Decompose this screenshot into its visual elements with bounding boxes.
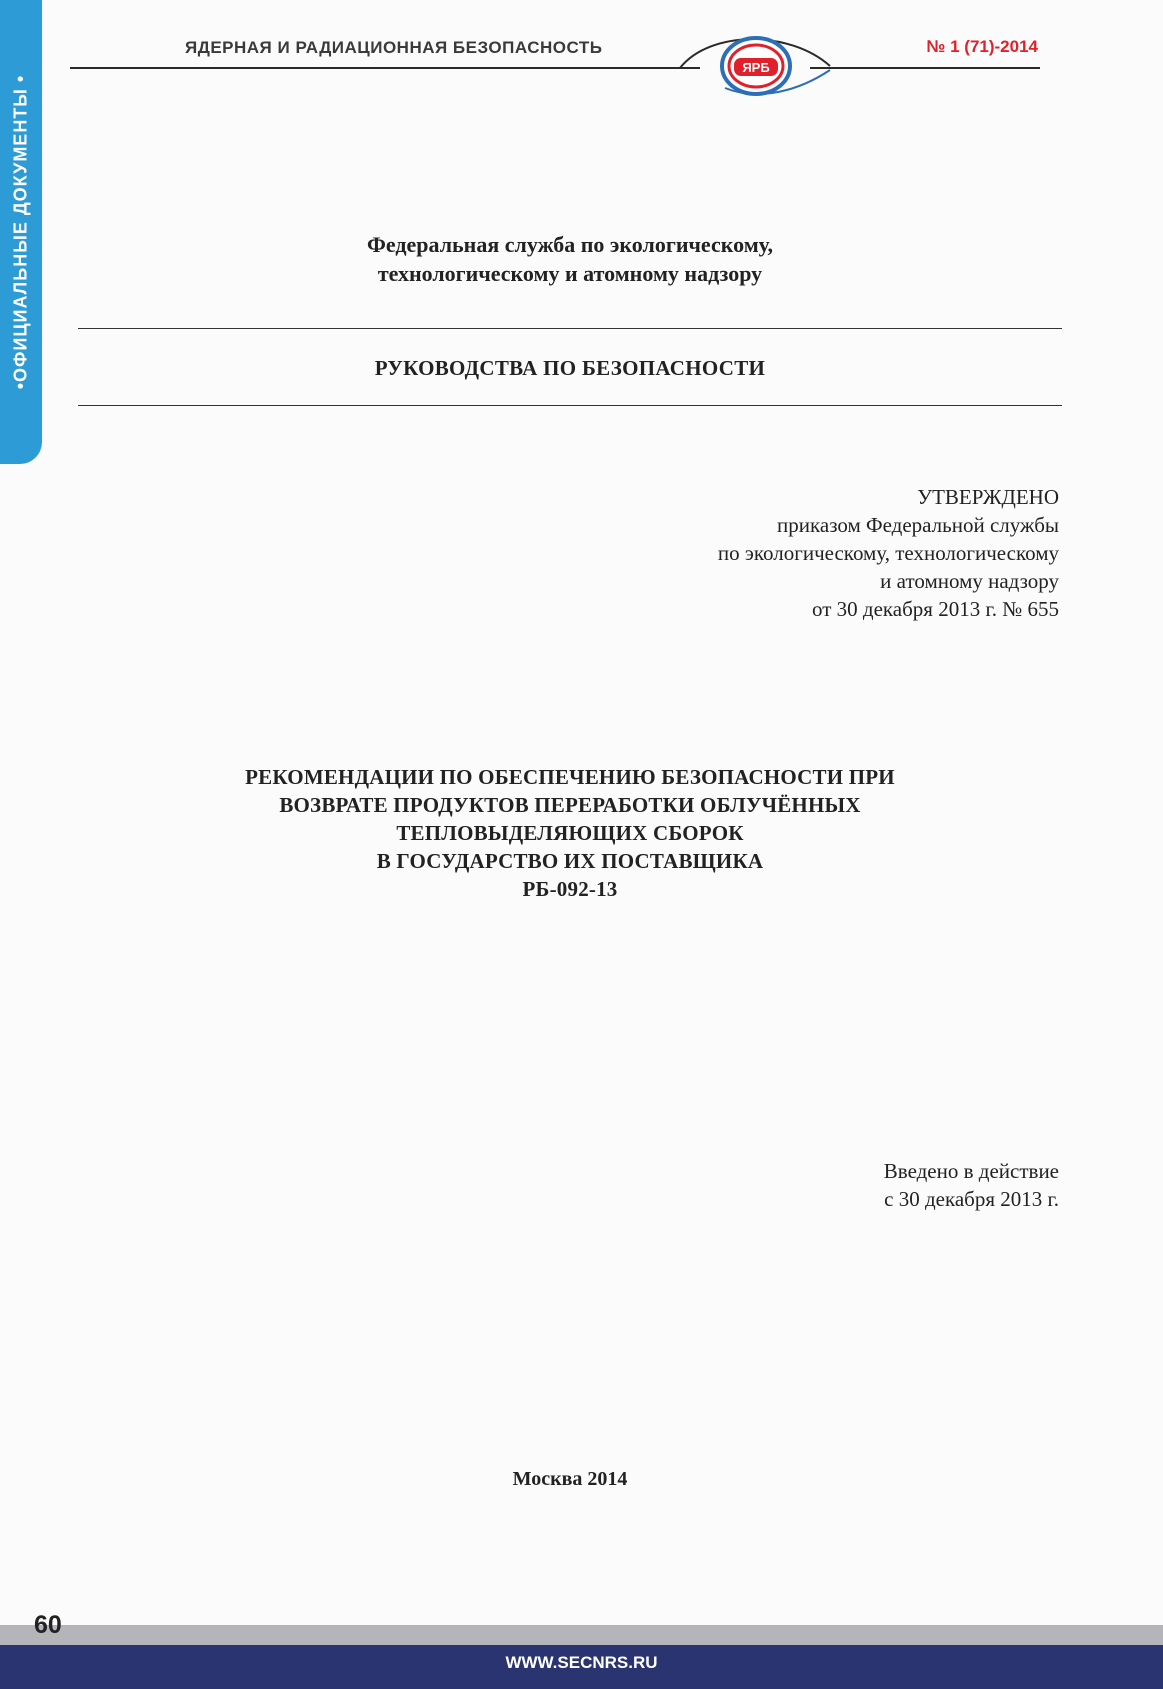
footer-website-link[interactable]: WWW.SECNRS.RU — [505, 1653, 658, 1672]
title-line: ВОЗВРАТЕ ПРОДУКТОВ ПЕРЕРАБОТКИ ОБЛУЧЁННЫХ — [279, 793, 861, 817]
approval-line: и атомному надзору — [880, 569, 1059, 593]
page-number: 60 — [34, 1611, 62, 1639]
title-line: В ГОСУДАРСТВО ИХ ПОСТАВЩИКА — [376, 849, 764, 873]
document-series: РУКОВОДСТВА ПО БЕЗОПАСНОСТИ — [374, 356, 766, 380]
divider-top — [78, 328, 1062, 329]
footer-stripe — [0, 1625, 1163, 1645]
effective-line: Введено в действие — [883, 1159, 1059, 1183]
effective-date-block — [884, 1157, 1059, 1213]
agency-line: Федеральная служба по экологическому, — [367, 232, 773, 257]
title-line: ТЕПЛОВЫДЕЛЯЮЩИХ СБОРОК — [396, 821, 744, 845]
document-code: РБ-092-13 — [522, 877, 618, 901]
approval-line: приказом Федеральной службы — [777, 513, 1059, 537]
approval-block — [718, 483, 1059, 623]
document-title — [80, 763, 1060, 903]
header-rule-and-logo — [70, 30, 1040, 100]
city-year: Москва 2014 — [512, 1468, 628, 1490]
approval-line: по экологическому, технологическому — [717, 541, 1059, 565]
title-line: РЕКОМЕНДАЦИИ ПО ОБЕСПЕЧЕНИЮ БЕЗОПАСНОСТИ ПРИ — [245, 765, 895, 789]
agency-line: технологическому и атомному надзору — [377, 261, 763, 286]
journal-logo-icon — [680, 38, 830, 94]
divider-bottom — [78, 405, 1062, 406]
approval-line: УТВЕРЖДЕНО — [917, 485, 1059, 509]
approval-line: от 30 декабря 2013 г. № 655 — [812, 597, 1059, 621]
journal-title: ЯДЕРНАЯ И РАДИАЦИОННАЯ БЕЗОПАСНОСТЬ — [185, 38, 603, 57]
effective-line: с 30 декабря 2013 г. — [884, 1187, 1059, 1211]
section-side-tab-label: •ОФИЦИАЛЬНЫЕ ДОКУМЕНТЫ • — [10, 74, 31, 390]
issue-number: № 1 (71)-2014 — [926, 37, 1038, 56]
logo-text: ЯРБ — [742, 60, 770, 75]
agency-name — [80, 230, 1060, 288]
